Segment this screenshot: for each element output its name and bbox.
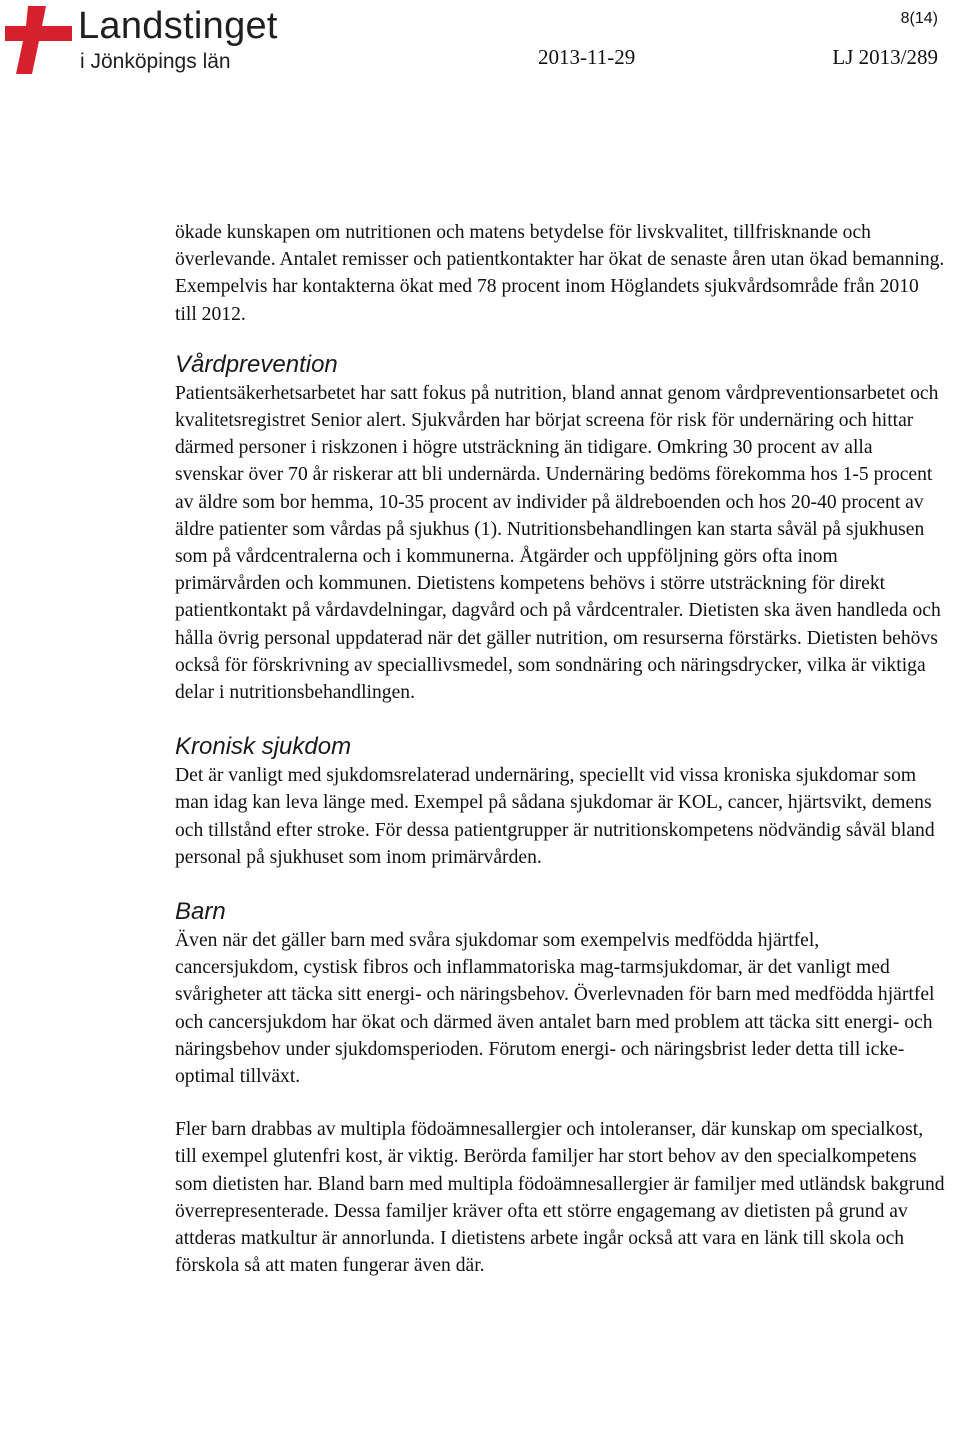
section-heading-barn: Barn [175, 898, 226, 926]
intro-paragraph: ökade kunskapen om nutritionen och matens betydelse för livskvalitet, tillfrisknande och överlevande. Antalet remisser och patientkontakter har ökat de senaste åren utan ökad bemanning. Exempelvis har kontakterna ökat med 78 procent inom Höglandets sjukvårdsområde från 2010 till 2012. [175, 222, 945, 325]
paragraph: Patientsäkerhetsarbetet har satt fokus på nutrition, bland annat genom vårdpreventionsarbetet och kvalitetsregistret Senior alert. Sjukvården har börjat screena för risk för undernäring och hittar därmed personer i riskzonen i högre utsträckning än tidigare. Omkring 30 procent av alla svenskar över 70 år riskerar att bli undernärda. Undernäring bedöms förekomma hos 1-5 procent av äldre som bor hemma, 10-35 procent av individer på äldreboenden och hos 20-40 procent av äldre patienter som vårdas på sjukhus (1). Nutritionsbehandlingen kan starta såväl på sjukhusen som på vårdcentralerna och i kommunerna. Åtgärder och uppföljning görs ofta inom primärvården och kommunen. Dietistens kompetens behövs i större utsträckning för direkt patientkontakt på vårdavdelningar, dagvård och på vårdcentraler. Dietisten ska även handleda och hålla övrig personal uppdaterad när det gäller nutrition, om resurserna förstärks. Dietisten behövs också för förskrivning av speciallivsmedel, som sondnäring och näringsdrycker, vilka är viktiga delar i nutritionsbehandlingen. [175, 382, 941, 704]
paragraph: Fler barn drabbas av multipla födoämnesallergier och intoleranser, där kunskap om specialkost, till exempel glutenfri kost, är viktig. Berörda familjer har stort behov av den specialkompetens som dietisten har. Bland barn med multipla födoämnesallergier är familjer med utländsk bakgrund överrepresenterade. Dessa familjer kräver ofta ett större engagemang av dietisten på grund av attderas matkultur är annorlunda. I dietistens arbete ingår också att vara en länk till skola och förskola så att maten fungerar även där. [175, 1119, 945, 1277]
section-heading-kronisk-sjukdom: Kronisk sjukdom [175, 733, 352, 761]
paragraph: Det är vanligt med sjukdomsrelaterad undernäring, speciellt vid vissa kroniska sjukdomar som man idag kan leva länge med. Exempel på sådana sjukdomar är KOL, cancer, hjärtsvikt, demens och tillstånd efter stroke. För dessa patientgrupper är nutritionskompetens nödvändig såväl bland personal på sjukhuset som inom primärvården. [175, 765, 935, 868]
org-name: Landstinget [78, 5, 278, 47]
document-body [175, 219, 945, 1280]
document-date: 2013-11-29 [538, 45, 636, 69]
org-region: i Jönköpings län [80, 50, 231, 73]
page-number: 8(14) [900, 10, 938, 27]
red-cross-logo-icon [2, 3, 76, 77]
document-reference: LJ 2013/289 [832, 45, 938, 69]
section-heading-vardprevention: Vårdprevention [175, 350, 338, 378]
paragraph: Även när det gäller barn med svåra sjukdomar som exempelvis medfödda hjärtfel, cancersjukdom, cystisk fibros och inflammatoriska mag-tarmsjukdomar, är det vanligt med svårigheter att täcka sitt energi- och näringsbehov. Överlevnaden för barn med medfödda hjärtfel och cancersjukdom har ökat och därmed även antalet barn med problem att täcka sitt energi- och näringsbehov under sjukdomsperioden. Förutom energi- och näringsbrist leder detta till icke-optimal tillväxt. [175, 930, 935, 1088]
landstinget-logo [0, 0, 320, 80]
